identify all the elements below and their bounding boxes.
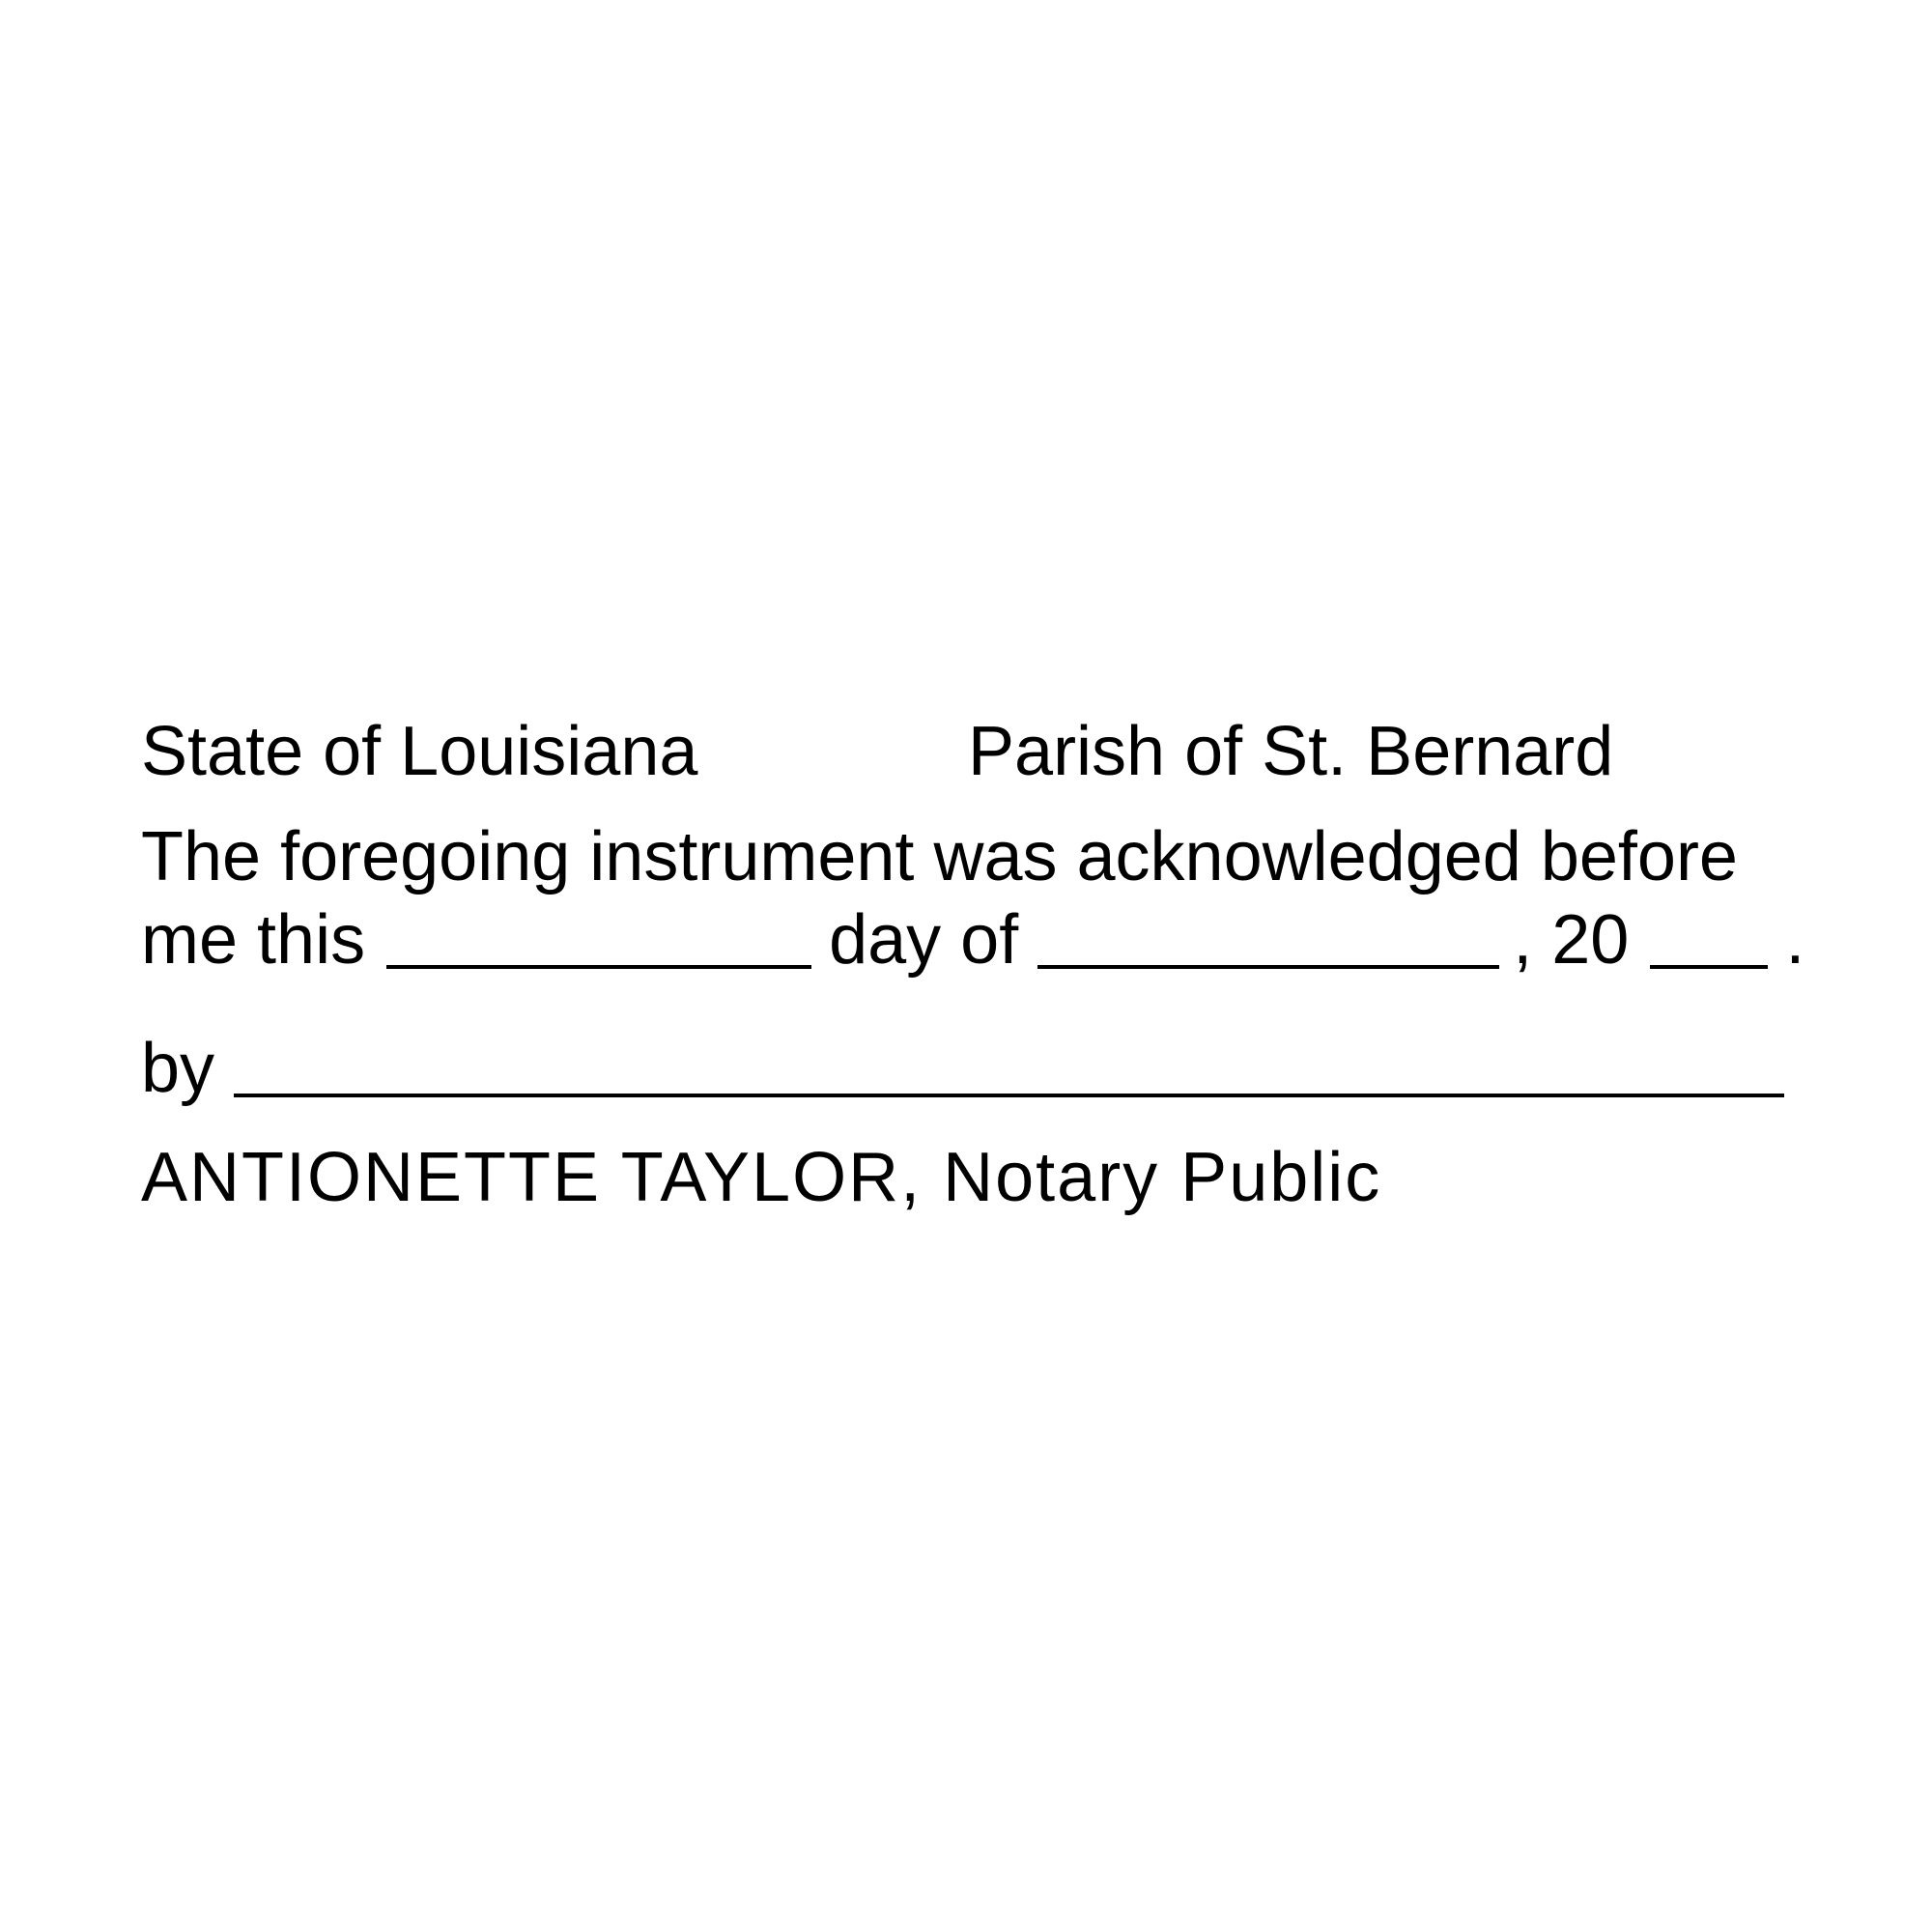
by-line xyxy=(141,1030,1784,1107)
parish-label: Parish of St. Bernard xyxy=(968,713,1614,790)
me-this-label: me this xyxy=(141,901,366,979)
day-blank[interactable] xyxy=(386,961,811,969)
period-label: . xyxy=(1785,901,1805,979)
by-label: by xyxy=(141,1030,215,1107)
day-of-label: day of xyxy=(829,901,1019,979)
month-blank[interactable] xyxy=(1037,961,1499,969)
acknowledgment-text: The foregoing instrument was acknowledged before xyxy=(141,818,1738,895)
state-label: State of Louisiana xyxy=(141,713,698,790)
by-blank[interactable] xyxy=(234,1090,1784,1097)
date-line xyxy=(141,901,1805,979)
notary-name: ANTIONETTE TAYLOR, Notary Public xyxy=(141,1139,1382,1216)
year-blank[interactable] xyxy=(1650,961,1768,969)
year-prefix-label: , 20 xyxy=(1513,901,1630,979)
